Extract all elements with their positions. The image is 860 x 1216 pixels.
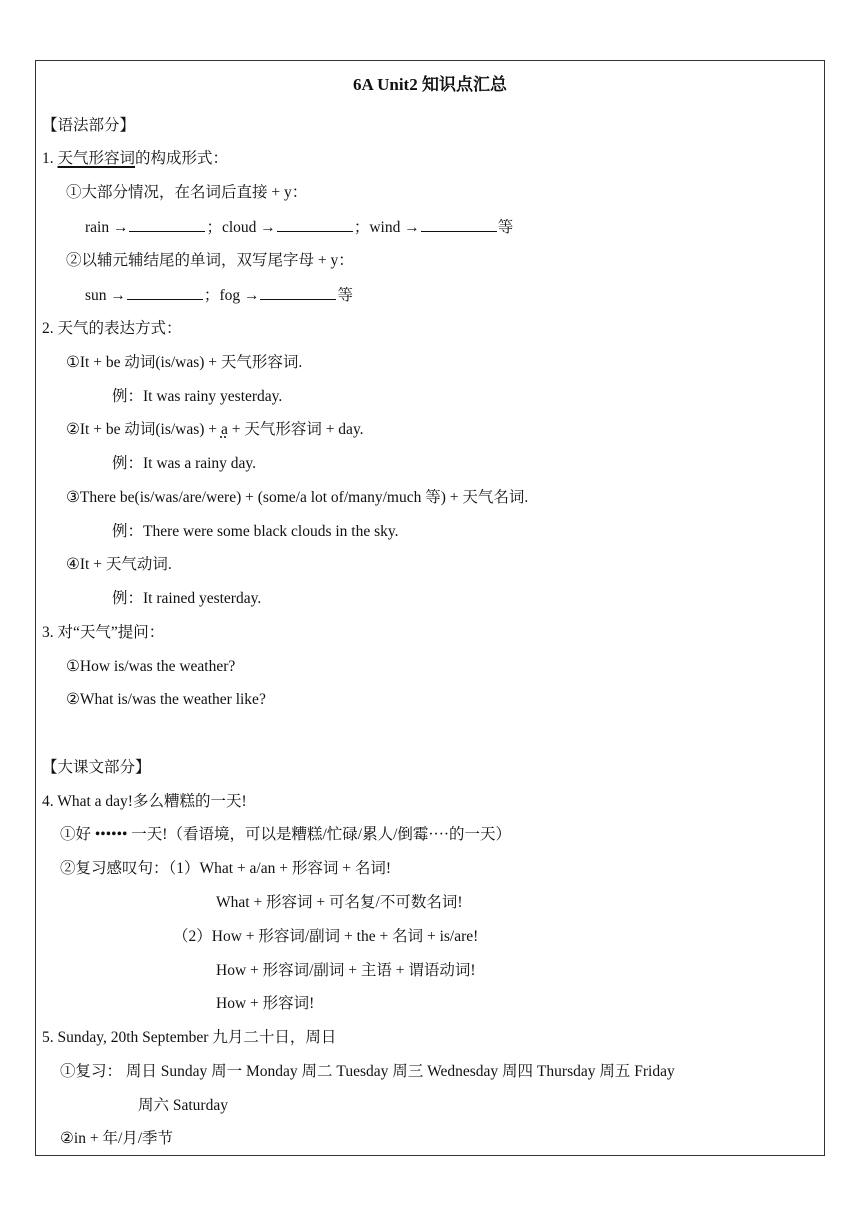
separator: ； [203, 287, 220, 304]
pattern-1-example: 例：It was rainy yesterday. [112, 388, 283, 405]
fill-blank[interactable] [260, 285, 336, 300]
fill-blank[interactable] [421, 217, 497, 232]
word-rain: rain → [85, 219, 129, 236]
item-4-line-6: How + 形容词! [216, 995, 315, 1012]
item-3-heading: 3. 对“天气”提问： [42, 624, 165, 641]
separator: ； [206, 219, 222, 236]
pattern-3-example: 例：There were some black clouds in the sky. [112, 523, 399, 540]
pattern-2 [66, 420, 364, 440]
item-5-heading: 5. Sunday, 20th September 九月二十日，周日 [42, 1029, 337, 1046]
separator: ； [353, 219, 370, 236]
item-1-rule-2: ②以辅元辅结尾的单词，双写尾字母 + y： [66, 252, 354, 269]
item-4-line-3: What + 形容词 + 可名复/不可数名词! [216, 894, 463, 911]
pattern-2-example: 例：It was a rainy day. [112, 455, 257, 472]
word-cloud: cloud → [222, 219, 276, 236]
section-heading-grammar: 【语法部分】 [42, 117, 136, 134]
item-1-number: 1. [42, 150, 58, 167]
item-1-heading-rest: 的构成形式： [135, 150, 229, 167]
item-1-underlined-term: 天气形容词 [57, 150, 136, 167]
word-sun: sun → [85, 287, 126, 304]
pattern-3: ③There be(is/was/are/were) + (some/a lot of/many/much 等) + 天气名词. [66, 489, 529, 506]
item-4-line-4: （2）How + 形容词/副词 + the + 名词 + is/are! [173, 928, 479, 945]
fill-blank[interactable] [277, 217, 353, 232]
item-1-rule-1: ①大部分情况，在名词后直接 + y： [66, 184, 308, 201]
pattern-1: ①It + be 动词(is/was) + 天气形容词. [66, 354, 303, 371]
item-1-exercise-2 [85, 285, 353, 306]
question-1: ①How is/was the weather? [66, 658, 236, 675]
pattern-2-post: + 天气形容词 + day. [227, 421, 364, 438]
item-2-heading: 2. 天气的表达方式： [42, 320, 182, 337]
worksheet-frame [35, 60, 825, 1156]
item-1-exercise-1 [85, 217, 513, 238]
word-wind: wind → [369, 219, 420, 236]
word-fog: fog → [219, 287, 260, 304]
item-1-heading [42, 149, 228, 169]
fill-blank[interactable] [129, 217, 205, 232]
item-4-heading: 4. What a day!多么糟糕的一天! [42, 793, 247, 810]
fill-blank[interactable] [127, 285, 203, 300]
item-4-line-2: ②复习感叹句：（1）What + a/an + 形容词 + 名词! [60, 860, 392, 877]
section-heading-text: 【大课文部分】 [42, 759, 151, 776]
pattern-4: ④It + 天气动词. [66, 556, 172, 573]
pattern-2-article: a [220, 421, 228, 438]
item-5-line-3: ②in + 年/月/季节 [60, 1130, 174, 1147]
question-2: ②What is/was the weather like? [66, 691, 266, 708]
pattern-4-example: 例：It rained yesterday. [112, 590, 262, 607]
etc-label: 等 [497, 219, 514, 236]
pattern-2-pre: ②It + be 动词(is/was) + [66, 421, 221, 438]
item-5-line-2: 周六 Saturday [138, 1097, 228, 1114]
page-title: 6A Unit2 知识点汇总 [353, 75, 507, 94]
item-4-line-5: How + 形容词/副词 + 主语 + 谓语动词! [216, 962, 476, 979]
item-5-line-1: ①复习： 周日 Sunday 周一 Monday 周二 Tuesday 周三 Wednesday 周四 Thursday 周五 Friday [60, 1063, 675, 1080]
item-4-line-1: ①好 •••••• 一天!（看语境，可以是糟糕/忙碌/累人/倒霉····的一天） [60, 826, 512, 843]
etc-label: 等 [337, 287, 353, 304]
